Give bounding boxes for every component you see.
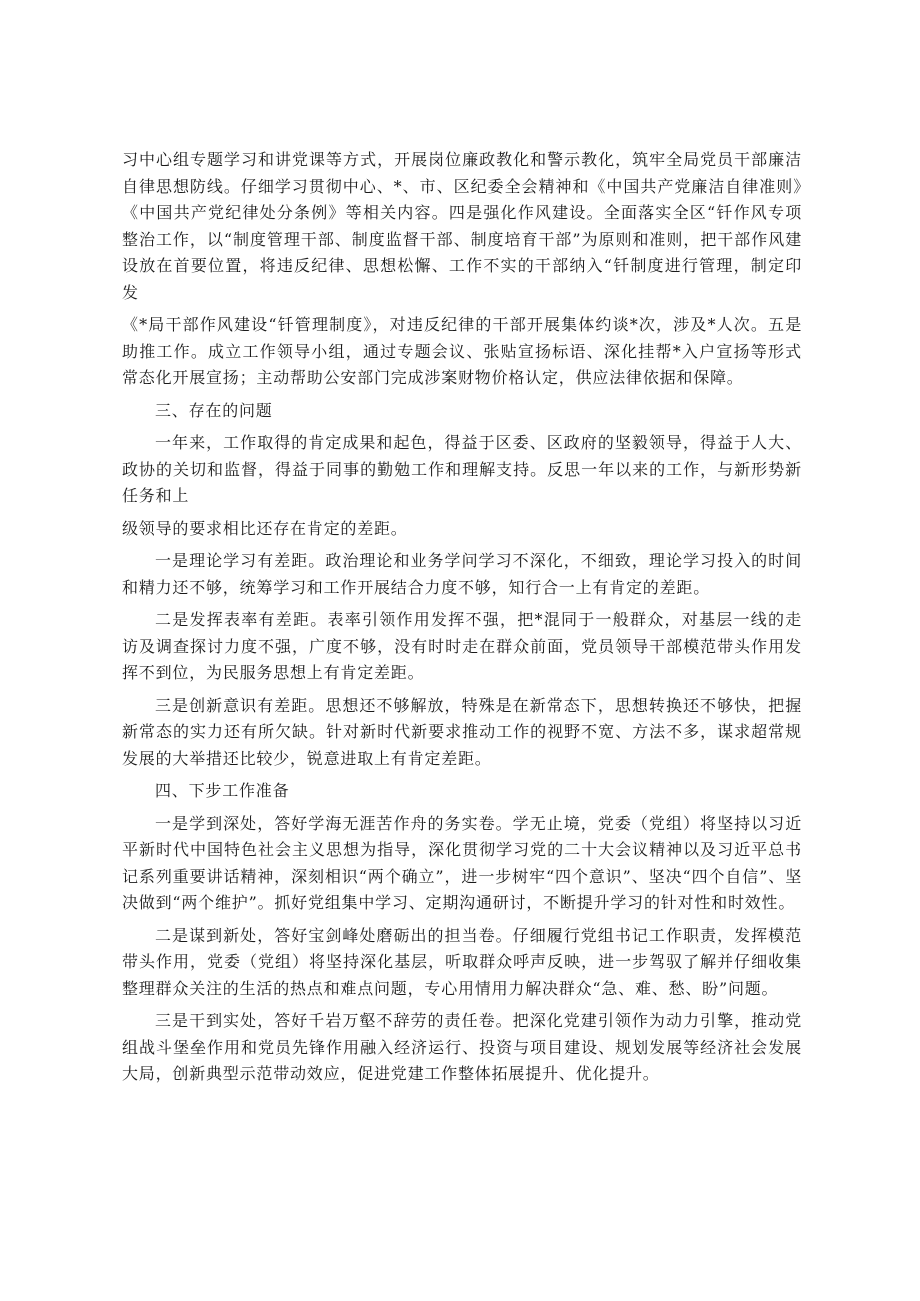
paragraph-example-gap: 二是发挥表率有差距。表率引领作用发挥不强，把*混同于一般群众，对基层一线的走访及调查探讨力度不强，广度不够，没有时时走在群众前面，党员领导干部模范带头作用发挥不到位，为民服务思想上有肯定差距。	[122, 610, 802, 682]
document-page	[122, 147, 802, 1094]
section-heading-next-steps: 四、下步工作准备	[155, 781, 290, 800]
paragraph-gap-summary: 级领导的要求相比还存在肯定的差距。	[122, 518, 408, 538]
paragraph-plan-new: 二是谋到新处，答好宝剑峰处磨砺出的担当卷。仔细履行党组书记工作职责，发挥模范带头作用，党委（党组）将坚持深化基层，听取群众呼声反映，进一步驾驭了解并仔细收集整理群众关注的生活的热点和难点问题，专心用情用力解决群众“急、难、愁、盼”问题。	[122, 925, 802, 998]
paragraph-management-system: 《*局干部作风建设“钎管理制度》，对违反纪律的干部开展集体约谈*次，涉及*人次。五是助推工作。成立工作领导小组，通过专题会议、张贴宣扬标语、深化挂帮*入户宣扬等形式常态化开展宣扬；主动帮助公安部门完成涉案财物价格认定，供应法律依据和保障。	[122, 315, 802, 387]
section-heading-problems: 三、存在的问题	[155, 400, 273, 420]
paragraph-study-deeply: 一是学到深处，答好学海无涯苦作舟的务实卷。学无止境，党委（党组）将坚持以习近平新时代中国特色社会主义思想为指导，深化贯彻学习党的二十大会议精神以及习近平总书记系列重要讲话精神，深刻相识“两个确立”，进一步树牢“四个意识”、坚决“四个自信”、坚决做到“两个维护”。抓好党组集中学习、定期沟通研讨，不断提升学习的针对性和时效性。	[122, 813, 802, 912]
paragraph-innovation-gap: 三是创新意识有差距。思想还不够解放，特殊是在新常态下，思想转换还不够快，把握新常态的实力还有所欠缺。针对新时代新要求推动工作的视野不宽、方法不多，谋求超常规发展的大举措还比较少，锐意进取上有肯定差距。	[122, 695, 802, 768]
paragraph-work-practical: 三是干到实处，答好千岩万壑不辞劳的责任卷。把深化党建引领作为动力引擎，推动党组战斗堡垒作用和党员先锋作用融入经济运行、投资与项目建设、规划发展等经济社会发展大局，创新典型示范带动效应，促进党建工作整体拓展提升、优化提升。	[122, 1011, 802, 1083]
paragraph-year-review: 一年来，工作取得的肯定成果和起色，得益于区委、区政府的坚毅领导，得益于人大、政协的关切和监督，得益于同事的勤勉工作和理解支持。反思一年以来的工作，与新形势新任务和上	[122, 433, 802, 505]
paragraph-theory-gap: 一是理论学习有差距。政治理论和业务学问学习不深化，不细致，理论学习投入的时间和精力还不够，统筹学习和工作开展结合力度不够，知行合一上有肯定的差距。	[122, 551, 802, 597]
paragraph-integrity-education: 习中心组专题学习和讲党课等方式，开展岗位廉政教化和警示教化，筑牢全局党员干部廉洁自律思想防线。仔细学习贯彻中心、*、市、区纪委全会精神和《中国共产党廉洁自律准则》《中国共产党纪律处分条例》等相关内容。四是强化作风建设。全面落实全区“钎作风专项整治工作，以“制度管理干部、制度监督干部、制度培育干部”为原则和准则，把干部作风建设放在首要位置，将违反纪律、思想松懈、工作不实的干部纳入“钎制度进行管理，制定印发	[122, 150, 802, 302]
